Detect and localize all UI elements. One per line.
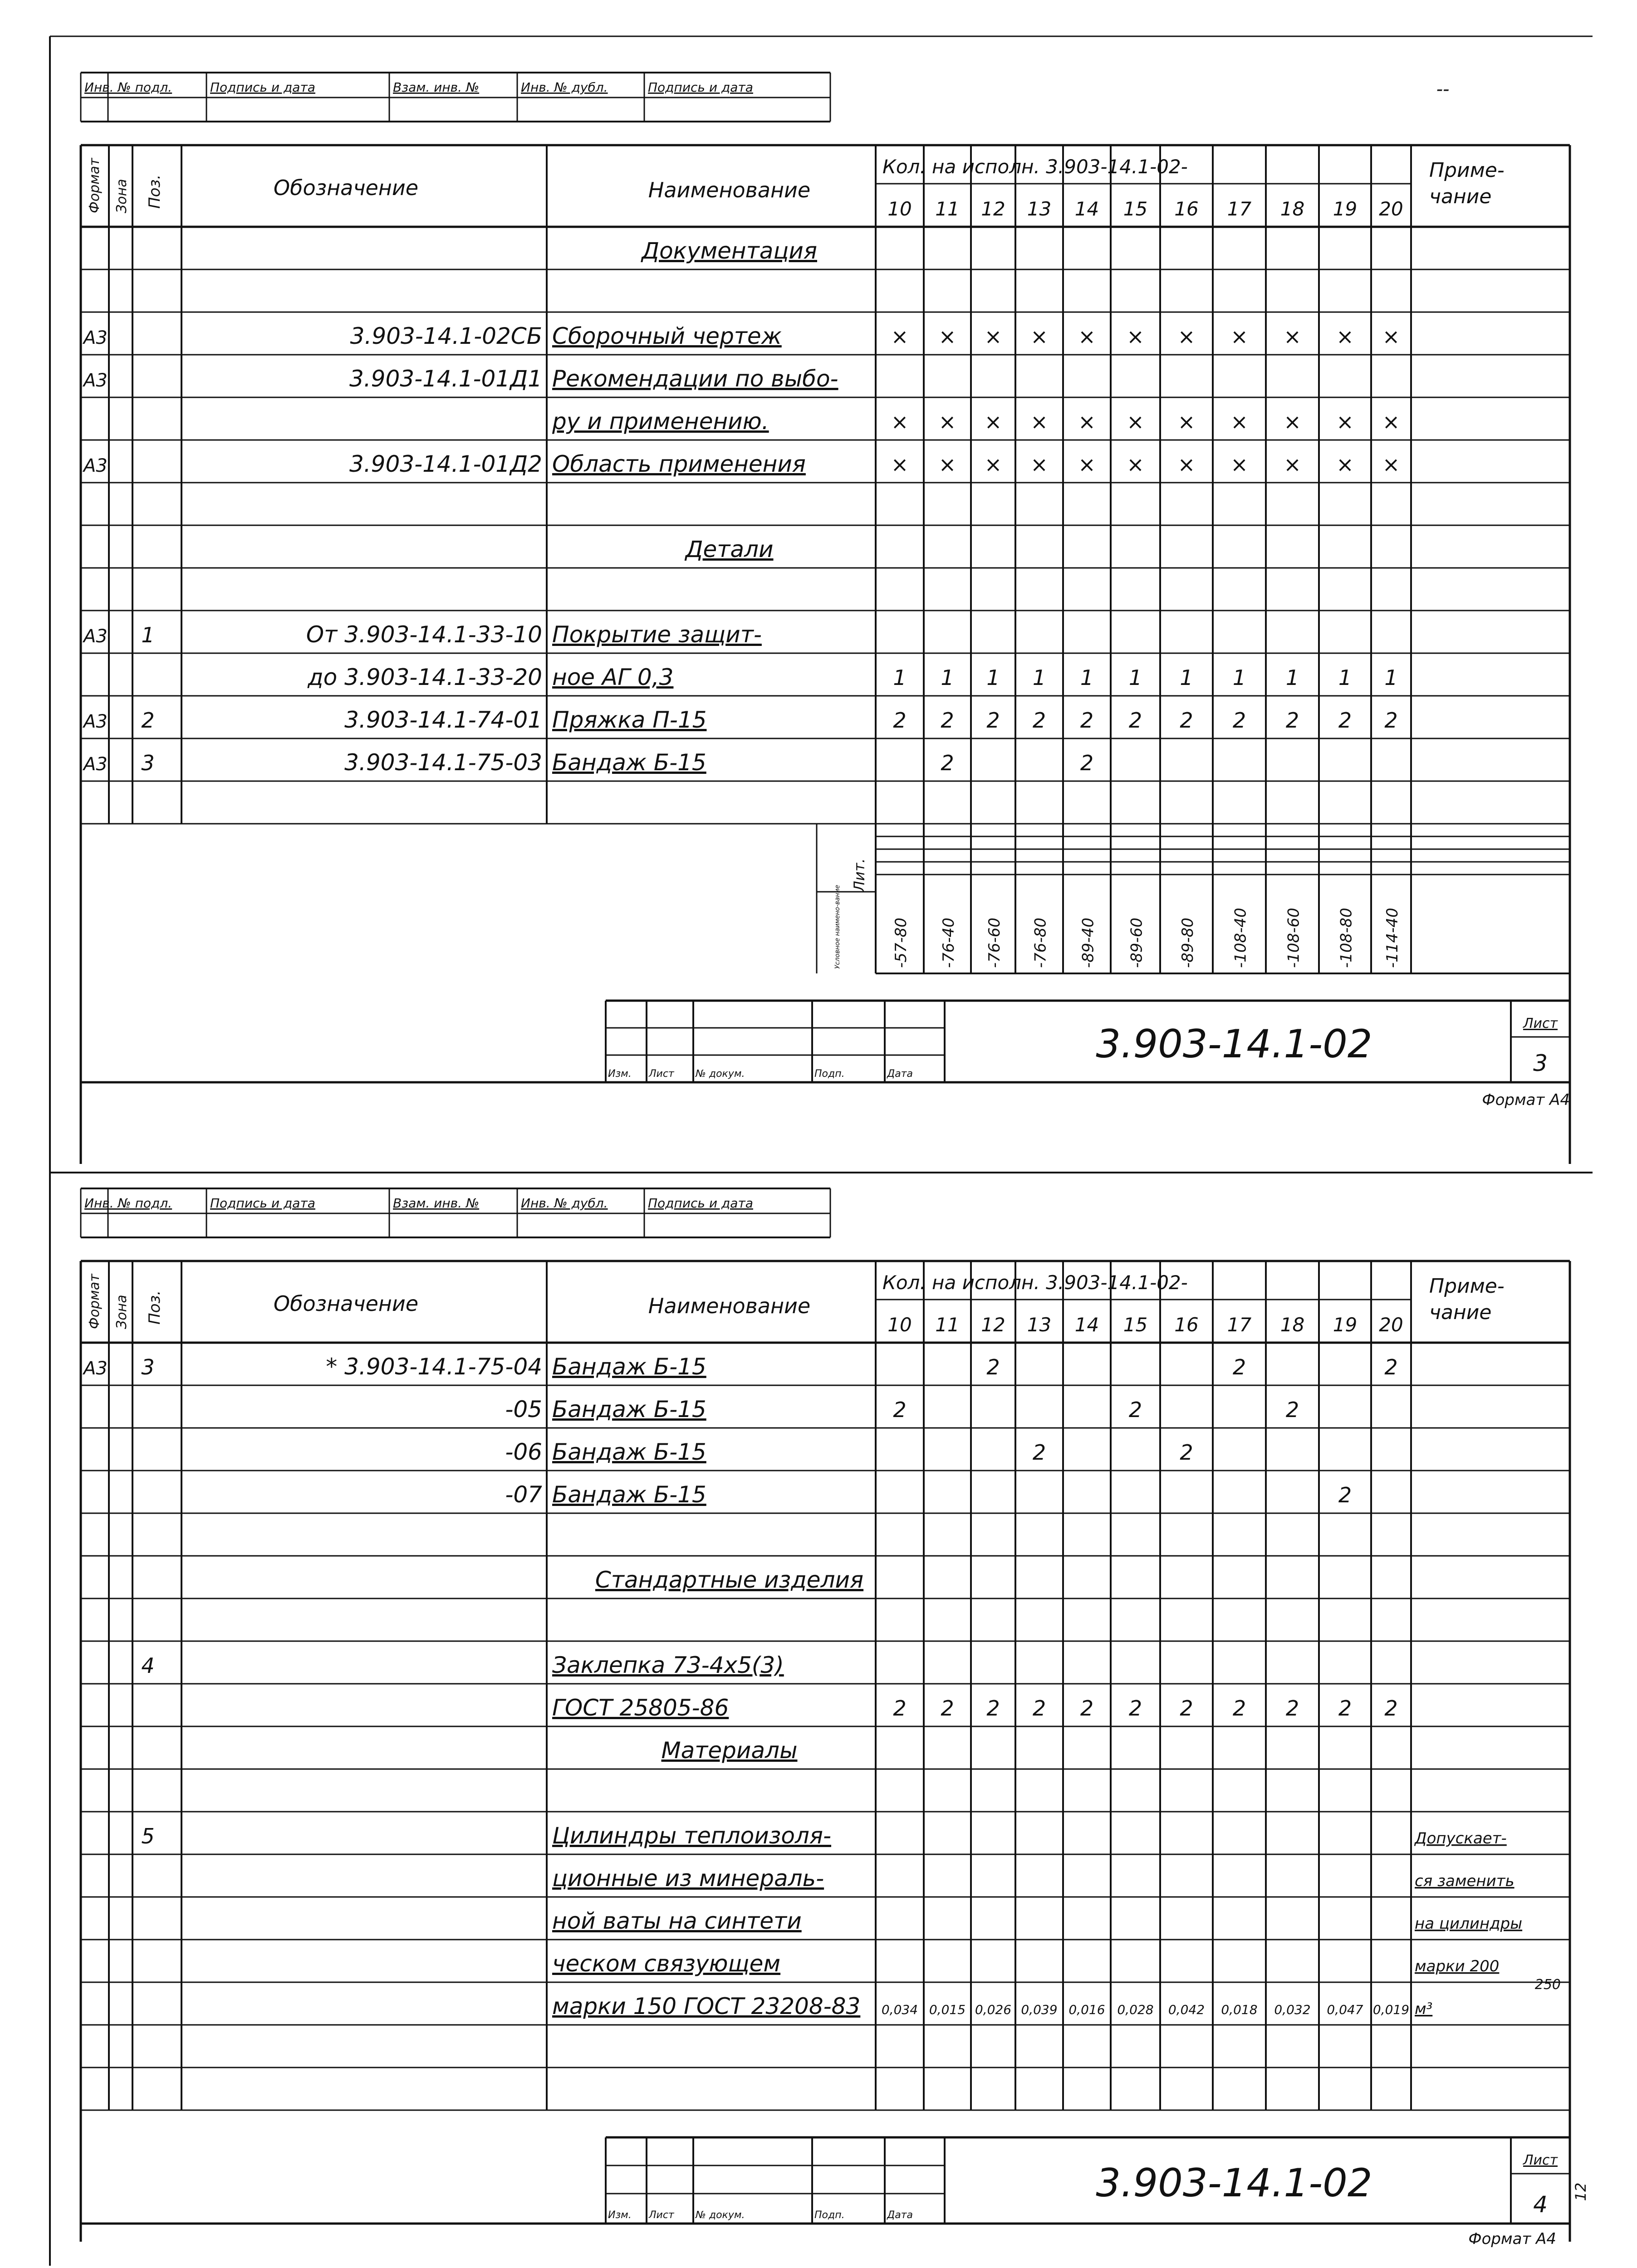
- cond-name: -108-80: [1337, 908, 1356, 968]
- cell-quantity: 2: [1384, 1696, 1398, 1721]
- cell-name: Область применения: [552, 451, 806, 477]
- cell-note: ся заменить: [1415, 1872, 1514, 1890]
- cell-quantity: 2: [893, 1696, 907, 1721]
- cond-name: -108-40: [1231, 908, 1250, 968]
- cell-quantity: ×: [1177, 324, 1196, 349]
- cell-designation: 3.903-14.1-01Д1: [349, 366, 542, 392]
- cell-quantity: 0,019: [1372, 2002, 1410, 2017]
- cell-quantity: ×: [1284, 324, 1301, 349]
- exec-number: 20: [1379, 1314, 1403, 1336]
- cell-name: Сборочный чертеж: [552, 323, 782, 349]
- exec-number: 10: [887, 198, 912, 220]
- cell-designation: 3.903-14.1-75-03: [344, 749, 542, 776]
- cell-name: ционные из минераль-: [552, 1865, 824, 1892]
- cell-designation: -06: [505, 1439, 542, 1465]
- cell-quantity: ×: [1177, 452, 1196, 477]
- cell-note: Допускает-: [1415, 1829, 1507, 1848]
- cell-quantity: 1: [1032, 665, 1046, 690]
- cell-quantity: 2: [1032, 1696, 1046, 1721]
- exec-number: 14: [1074, 198, 1099, 220]
- cell-quantity: ×: [984, 410, 1002, 434]
- cell-quantity: ×: [1030, 452, 1048, 477]
- cell-name: ГОСТ 25805-86: [552, 1695, 729, 1721]
- title-block-label: Лист: [649, 2209, 674, 2221]
- header-format: Формат: [87, 158, 103, 213]
- section-heading: Документация: [642, 238, 817, 264]
- cell-quantity: 2: [1232, 708, 1246, 733]
- cell-quantity: ×: [1230, 324, 1248, 349]
- stamp-label: Инв. № подл.: [84, 1196, 172, 1211]
- header-name: Наименование: [648, 1294, 811, 1318]
- cell-quantity: 1: [1080, 665, 1094, 690]
- cell-name: Рекомендации по выбо-: [552, 366, 838, 392]
- cell-quantity: 2: [1232, 1696, 1246, 1721]
- cell-quantity: 2: [1285, 708, 1299, 733]
- cell-quantity: 2: [1285, 1696, 1299, 1721]
- cell-quantity: ×: [1127, 410, 1144, 434]
- cond-name: -89-80: [1179, 917, 1197, 968]
- stamp-label: Инв. № дубл.: [521, 1196, 608, 1211]
- cell-quantity: 0,034: [881, 2002, 918, 2017]
- cell-quantity: 1: [1338, 665, 1352, 690]
- title-block-label: Лист: [649, 1068, 674, 1080]
- title-block-label: № докум.: [696, 1068, 745, 1080]
- cell-quantity: ×: [1127, 324, 1144, 349]
- cell-quantity: 2: [1285, 1398, 1299, 1422]
- cell-position: 1: [141, 623, 155, 647]
- exec-number: 12: [981, 198, 1005, 220]
- section-heading: Материалы: [661, 1737, 798, 1764]
- cell-name: Бандаж Б-15: [552, 1439, 706, 1465]
- cell-quantity: ×: [891, 410, 909, 434]
- exec-number: 15: [1123, 198, 1148, 220]
- cell-quantity: ×: [891, 324, 909, 349]
- cell-quantity: ×: [1382, 452, 1400, 477]
- cell-quantity: ×: [1177, 410, 1196, 434]
- cell-quantity: ×: [1284, 452, 1301, 477]
- exec-number: 14: [1074, 1314, 1099, 1336]
- cell-quantity: 2: [1384, 708, 1398, 733]
- cell-quantity: 2: [1080, 708, 1094, 733]
- cell-name: Заклепка 73-4х5(3): [552, 1652, 784, 1678]
- cell-name: ческом связующем: [552, 1950, 781, 1977]
- header-pos: Поз.: [146, 174, 164, 209]
- cell-quantity: 2: [1080, 751, 1094, 775]
- cell-name: ру и применению.: [552, 408, 769, 435]
- cell-format: А3: [83, 455, 108, 476]
- format-label: Формат А4: [1482, 1091, 1570, 1109]
- title-block-label: Изм.: [608, 1068, 632, 1080]
- lit-label: Лит.: [851, 858, 868, 892]
- cell-note: марки 200: [1415, 1957, 1500, 1975]
- cell-quantity: 2: [893, 1398, 907, 1422]
- cell-quantity: 0,028: [1117, 2002, 1154, 2017]
- exec-number: 12: [981, 1314, 1005, 1336]
- stamp-label: Взам. инв. №: [393, 80, 480, 95]
- cell-quantity: ×: [1230, 410, 1248, 434]
- header-qty-title: Кол. на исполн. 3.903-14.1-02-: [882, 1271, 1188, 1294]
- cell-designation: -07: [505, 1481, 542, 1508]
- cell-quantity: ×: [1230, 452, 1248, 477]
- title-block-label: № докум.: [696, 2209, 745, 2221]
- title-block-label: Подп.: [814, 2209, 845, 2221]
- exec-number: 18: [1280, 198, 1305, 220]
- cell-quantity: 2: [1180, 1440, 1193, 1465]
- cond-name: -76-60: [985, 917, 1004, 968]
- note-extra: 250: [1534, 1977, 1561, 1993]
- cell-designation: 3.903-14.1-02СБ: [350, 323, 542, 349]
- cell-quantity: ×: [1078, 452, 1096, 477]
- format-label: Формат А4: [1468, 2230, 1556, 2248]
- stamp-label: Подпись и дата: [210, 1196, 315, 1211]
- exec-number: 17: [1227, 1314, 1252, 1336]
- cell-quantity: 1: [893, 665, 907, 690]
- cell-quantity: 0,018: [1221, 2002, 1258, 2017]
- sheet-number: 3: [1533, 1050, 1548, 1076]
- cell-quantity: 2: [941, 708, 954, 733]
- cell-quantity: 1: [941, 665, 954, 690]
- header-zone: Зона: [114, 179, 130, 213]
- exec-number: 19: [1333, 198, 1358, 220]
- exec-number: 13: [1027, 1314, 1052, 1336]
- cell-quantity: ×: [938, 410, 956, 434]
- cond-label: Условное наимено-вание: [834, 885, 841, 969]
- cell-quantity: 1: [1180, 665, 1193, 690]
- cell-quantity: 0,032: [1274, 2002, 1311, 2017]
- cell-quantity: 1: [1232, 665, 1246, 690]
- title-block-label: Изм.: [608, 2209, 632, 2221]
- cell-format: А3: [83, 754, 108, 775]
- cell-quantity: ×: [1078, 410, 1096, 434]
- cell-quantity: 0,039: [1021, 2002, 1058, 2017]
- cond-name: -114-40: [1383, 908, 1402, 968]
- cell-quantity: ×: [1078, 324, 1096, 349]
- cell-quantity: 2: [1232, 1355, 1246, 1379]
- cell-quantity: 2: [1128, 1696, 1142, 1721]
- cell-quantity: 1: [986, 665, 1000, 690]
- cell-quantity: ×: [938, 452, 956, 477]
- cell-quantity: 2: [1338, 1483, 1352, 1507]
- document-number: 3.903-14.1-02: [1096, 1022, 1372, 1067]
- cell-quantity: 1: [1285, 665, 1299, 690]
- cell-position: 5: [141, 1824, 155, 1848]
- cell-quantity: ×: [1382, 324, 1400, 349]
- header-note: Приме-чание: [1429, 159, 1505, 208]
- cell-quantity: ×: [984, 324, 1002, 349]
- stamp-label: Подпись и дата: [210, 80, 315, 95]
- title-block-label: Подп.: [814, 1068, 845, 1080]
- cell-name: Бандаж Б-15: [552, 1396, 706, 1422]
- sheet-label: Лист: [1523, 2152, 1558, 2168]
- cell-note: м³: [1415, 2000, 1433, 2018]
- top-right-mark: --: [1436, 79, 1450, 100]
- cell-quantity: 2: [1032, 708, 1046, 733]
- cell-name: марки 150 ГОСТ 23208-83: [552, 1993, 861, 2019]
- cell-designation: 3.903-14.1-01Д2: [349, 451, 542, 477]
- header-format: Формат: [87, 1274, 103, 1329]
- cell-quantity: ×: [1336, 324, 1354, 349]
- cond-name: -57-80: [892, 917, 910, 968]
- header-zone: Зона: [114, 1295, 130, 1329]
- cell-position: 3: [141, 1355, 155, 1379]
- cell-quantity: 0,047: [1327, 2002, 1363, 2017]
- cell-quantity: 1: [1384, 665, 1398, 690]
- cell-quantity: 2: [986, 1355, 1000, 1379]
- cond-name: -76-80: [1031, 917, 1050, 968]
- cell-name: Бандаж Б-15: [552, 1354, 706, 1380]
- cell-name: Бандаж Б-15: [552, 1481, 706, 1508]
- cell-quantity: 2: [986, 1696, 1000, 1721]
- cell-quantity: 2: [941, 1696, 954, 1721]
- exec-number: 10: [887, 1314, 912, 1336]
- exec-number: 19: [1333, 1314, 1358, 1336]
- section-heading: Стандартные изделия: [595, 1567, 864, 1593]
- header-pos: Поз.: [146, 1290, 164, 1325]
- header-name: Наименование: [648, 178, 811, 202]
- cell-quantity: ×: [1030, 410, 1048, 434]
- cell-quantity: 2: [1128, 1398, 1142, 1422]
- cell-name: Бандаж Б-15: [552, 749, 706, 776]
- exec-number: 13: [1027, 198, 1052, 220]
- cell-quantity: ×: [1284, 410, 1301, 434]
- cell-quantity: ×: [1382, 410, 1400, 434]
- exec-number: 18: [1280, 1314, 1305, 1336]
- header-note: Приме-чание: [1429, 1275, 1505, 1324]
- cell-format: А3: [83, 327, 108, 348]
- cell-quantity: 2: [941, 751, 954, 775]
- cell-designation: 3.903-14.1-74-01: [344, 707, 542, 733]
- cell-note: на цилиндры: [1415, 1915, 1523, 1933]
- cell-quantity: 0,015: [929, 2002, 966, 2017]
- document-number: 3.903-14.1-02: [1096, 2160, 1372, 2206]
- cond-name: -108-60: [1284, 908, 1303, 968]
- cell-name: ной ваты на синтети: [552, 1908, 802, 1934]
- cell-position: 2: [141, 708, 155, 733]
- cell-quantity: 2: [893, 708, 907, 733]
- cell-quantity: 2: [1180, 1696, 1193, 1721]
- cell-quantity: 2: [1032, 1440, 1046, 1465]
- section-heading: Детали: [685, 536, 774, 562]
- stamp-label: Инв. № дубл.: [521, 80, 608, 95]
- cell-quantity: 2: [1080, 1696, 1094, 1721]
- cell-quantity: 0,042: [1168, 2002, 1205, 2017]
- stamp-label: Взам. инв. №: [393, 1196, 480, 1211]
- header-qty-title: Кол. на исполн. 3.903-14.1-02-: [882, 156, 1188, 178]
- cond-name: -89-40: [1079, 917, 1098, 968]
- exec-number: 16: [1174, 198, 1199, 220]
- cell-position: 3: [141, 751, 155, 775]
- edge-mark: 12: [1572, 2182, 1589, 2201]
- exec-number: 17: [1227, 198, 1252, 220]
- cell-name: Пряжка П-15: [552, 707, 707, 733]
- cell-quantity: ×: [891, 452, 909, 477]
- cell-quantity: 0,026: [975, 2002, 1012, 2017]
- cell-quantity: 0,016: [1068, 2002, 1105, 2017]
- cell-name: ное АГ 0,3: [552, 664, 674, 690]
- title-block-label: Дата: [887, 2209, 913, 2221]
- header-designation: Обозначение: [273, 1291, 419, 1316]
- cond-name: -76-40: [940, 917, 958, 968]
- exec-number: 11: [935, 198, 960, 220]
- cell-format: А3: [83, 1358, 108, 1379]
- cond-name: -89-60: [1127, 917, 1146, 968]
- exec-number: 15: [1123, 1314, 1148, 1336]
- cell-quantity: ×: [938, 324, 956, 349]
- exec-number: 20: [1379, 198, 1403, 220]
- cell-format: А3: [83, 626, 108, 647]
- cell-quantity: 2: [1338, 1696, 1352, 1721]
- stamp-label: Подпись и дата: [648, 1196, 753, 1211]
- cell-designation: -05: [505, 1396, 542, 1422]
- cell-format: А3: [83, 370, 108, 391]
- cell-quantity: ×: [1127, 452, 1144, 477]
- cell-quantity: ×: [1336, 452, 1354, 477]
- cell-quantity: ×: [1030, 324, 1048, 349]
- cell-quantity: 2: [986, 708, 1000, 733]
- cell-quantity: 2: [1338, 708, 1352, 733]
- cell-designation: до 3.903-14.1-33-20: [308, 664, 542, 690]
- exec-number: 16: [1174, 1314, 1199, 1336]
- cell-name: Цилиндры теплоизоля-: [552, 1823, 832, 1849]
- cell-quantity: ×: [984, 452, 1002, 477]
- exec-number: 11: [935, 1314, 960, 1336]
- cell-designation: * 3.903-14.1-75-04: [326, 1354, 542, 1380]
- sheet-label: Лист: [1523, 1016, 1558, 1031]
- header-designation: Обозначение: [273, 176, 419, 200]
- cell-format: А3: [83, 711, 108, 732]
- cell-quantity: 2: [1180, 708, 1193, 733]
- cell-name: Покрытие защит-: [552, 621, 762, 648]
- stamp-label: Подпись и дата: [648, 80, 753, 95]
- cell-quantity: 2: [1128, 708, 1142, 733]
- cell-quantity: 2: [1384, 1355, 1398, 1379]
- cell-quantity: 1: [1128, 665, 1142, 690]
- cell-designation: От 3.903-14.1-33-10: [306, 621, 542, 648]
- sheet-number: 4: [1533, 2191, 1548, 2218]
- cell-quantity: ×: [1336, 410, 1354, 434]
- title-block-label: Дата: [887, 1068, 913, 1080]
- cell-position: 4: [141, 1653, 155, 1678]
- stamp-label: Инв. № подл.: [84, 80, 172, 95]
